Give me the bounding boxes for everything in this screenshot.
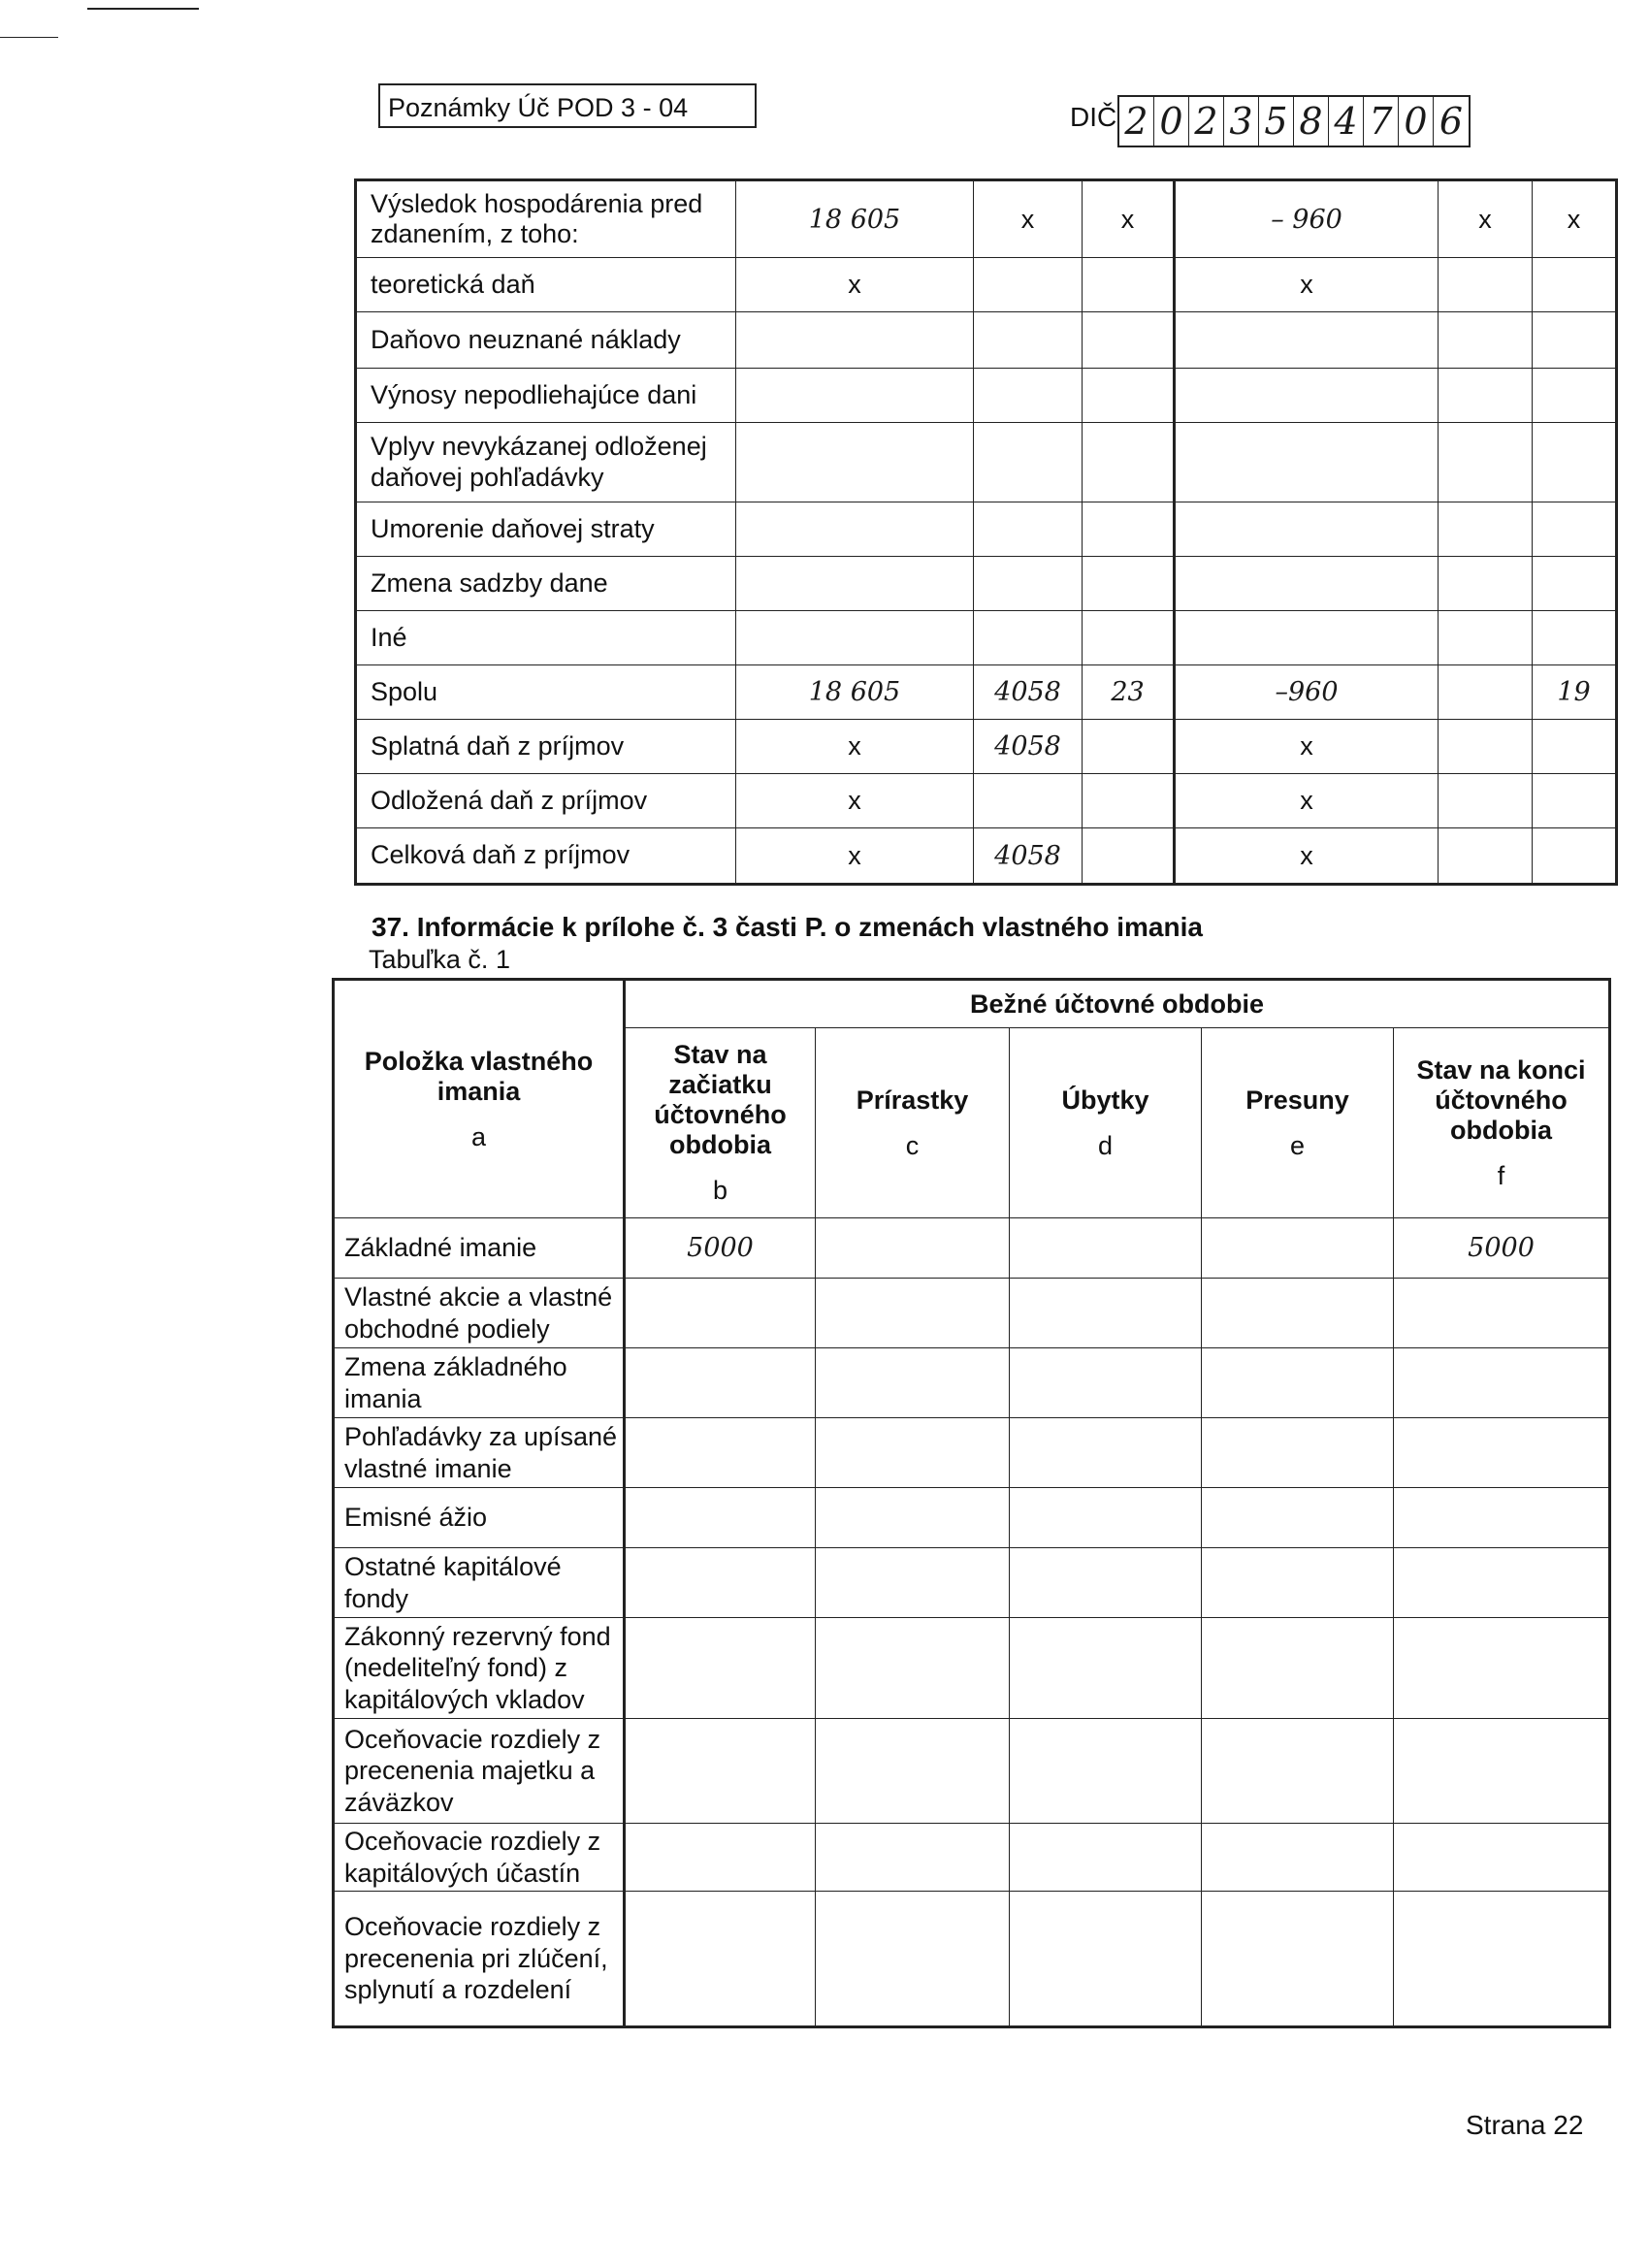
table-cell: [1010, 1488, 1202, 1548]
table-row: [356, 720, 1617, 774]
dic-digit: 8: [1294, 97, 1329, 146]
table-cell: 18 605: [736, 180, 974, 258]
table-cell: 4058: [974, 720, 1083, 774]
table-cell: [974, 369, 1083, 423]
col-letter: b: [712, 1176, 728, 1205]
table-row: [356, 369, 1617, 423]
table-cell: [625, 1824, 816, 1892]
table-cell: x: [1083, 180, 1175, 258]
table-cell: [1394, 1719, 1610, 1824]
table-cell: [974, 774, 1083, 828]
table-cell: [816, 1348, 1010, 1418]
table-cell: [1175, 312, 1439, 369]
table-cell: [1439, 502, 1533, 557]
table-cell: [1439, 312, 1533, 369]
dic-digit: 2: [1119, 97, 1154, 146]
equity-table: [332, 978, 1611, 2028]
table-row: [334, 1348, 1610, 1418]
table-cell: [1083, 258, 1175, 312]
table-cell: [625, 1548, 816, 1618]
table-cell: [736, 312, 974, 369]
table-cell: [816, 1824, 1010, 1892]
table-cell: 4058: [974, 665, 1083, 720]
table-row: [334, 1719, 1610, 1824]
table-cell: x: [974, 180, 1083, 258]
row-label: Oceňovacie rozdiely z precenenia pri zlúčení, splynutí a rozdelení: [334, 1892, 625, 2027]
table-cell: [1394, 1348, 1610, 1418]
table-cell: [1010, 1618, 1202, 1719]
table-cell: [1202, 1892, 1394, 2027]
row-label: Iné: [356, 611, 736, 665]
table-cell: [736, 423, 974, 502]
table-cell: [1083, 423, 1175, 502]
table-row: [356, 502, 1617, 557]
dic-digit: 0: [1154, 97, 1189, 146]
col-letter: f: [1497, 1160, 1505, 1190]
table-cell: 5000: [1394, 1218, 1610, 1279]
table-cell: [736, 369, 974, 423]
table-row: [334, 1418, 1610, 1488]
col-header-label: Stav na začiatku účtovného obdobia: [654, 1040, 787, 1159]
table-cell: [1533, 774, 1617, 828]
table-cell: [1083, 557, 1175, 611]
table-cell: [1010, 1418, 1202, 1488]
row-label: Ostatné kapitálové fondy: [334, 1548, 625, 1618]
table-cell: [1394, 1418, 1610, 1488]
row-label: Vlastné akcie a vlastné obchodné podiely: [334, 1279, 625, 1348]
table-row: [334, 1218, 1610, 1279]
table-row: [334, 1618, 1610, 1719]
col-letter: e: [1289, 1130, 1306, 1160]
table-cell: 23: [1083, 665, 1175, 720]
table-cell: [816, 1892, 1010, 2027]
table-cell: [1533, 611, 1617, 665]
table-row: [356, 611, 1617, 665]
table-cell: – 960: [1175, 180, 1439, 258]
table-cell: [1439, 828, 1533, 885]
table-cell: [974, 312, 1083, 369]
table-cell: [1010, 1548, 1202, 1618]
table-cell: [1010, 1892, 1202, 2027]
table-row: [356, 557, 1617, 611]
table-row: [334, 1548, 1610, 1618]
row-label: Splatná daň z príjmov: [356, 720, 736, 774]
table-cell: [1202, 1618, 1394, 1719]
row-label: Daňovo neuznané náklady: [356, 312, 736, 369]
row-label: Zákonný rezervný fond (nedeliteľný fond) z kapitálových vkladov: [334, 1618, 625, 1719]
table-cell: [1394, 1824, 1610, 1892]
table-cell: [1083, 502, 1175, 557]
dic-digit: 3: [1224, 97, 1259, 146]
dic-digit: 0: [1399, 97, 1434, 146]
table-cell: 18 605: [736, 665, 974, 720]
table-cell: x: [1175, 720, 1439, 774]
col-letter: d: [1097, 1130, 1114, 1160]
row-label: Umorenie daňovej straty: [356, 502, 736, 557]
table-cell: [1010, 1824, 1202, 1892]
scan-mark: [0, 37, 58, 38]
group-header: Bežné účtovné obdobie: [625, 980, 1610, 1028]
table-cell: [1439, 557, 1533, 611]
table-row: [356, 423, 1617, 502]
table-cell: [974, 423, 1083, 502]
table-cell: [1394, 1618, 1610, 1719]
table-cell: [1202, 1279, 1394, 1348]
row-label: Zmena sadzby dane: [356, 557, 736, 611]
row-label: Výnosy nepodliehajúce dani: [356, 369, 736, 423]
tax-table-body: [356, 180, 1617, 885]
table-cell: [1439, 369, 1533, 423]
row-label: teoretická daň: [356, 258, 736, 312]
table-cell: [816, 1279, 1010, 1348]
table-cell: [1394, 1548, 1610, 1618]
table-cell: [625, 1892, 816, 2027]
col-b-header: [625, 1028, 816, 1218]
table-cell: [1083, 369, 1175, 423]
col-header-label: Stav na konci účtovného obdobia: [1416, 1054, 1586, 1145]
table-cell: [1202, 1218, 1394, 1279]
row-label: Pohľadávky za upísané vlastné imanie: [334, 1418, 625, 1488]
table-cell: [816, 1488, 1010, 1548]
table-cell: [1083, 828, 1175, 885]
col-a-header: [334, 980, 625, 1218]
table-cell: [1533, 258, 1617, 312]
table-cell: [1083, 312, 1175, 369]
table-cell: [1202, 1548, 1394, 1618]
dic-digit: 4: [1329, 97, 1364, 146]
row-label: Odložená daň z príjmov: [356, 774, 736, 828]
row-label: Vplyv nevykázanej odloženej daňovej pohľadávky: [356, 423, 736, 502]
row-label: Základné imanie: [334, 1218, 625, 1279]
col-header-label: Úbytky: [1061, 1085, 1149, 1115]
table-cell: [1010, 1279, 1202, 1348]
table-row: [356, 665, 1617, 720]
table-cell: [816, 1548, 1010, 1618]
row-label: Spolu: [356, 665, 736, 720]
table-cell: [1202, 1824, 1394, 1892]
row-label: Výsledok hospodárenia pred zdanením, z toho:: [356, 180, 736, 258]
table-cell: [974, 557, 1083, 611]
table-row: [356, 774, 1617, 828]
table-cell: [816, 1618, 1010, 1719]
dic-digit: 6: [1439, 100, 1464, 143]
col-d-header: [1010, 1028, 1202, 1218]
table-row: [356, 828, 1617, 885]
table-cell: x: [736, 258, 974, 312]
table-cell: [1202, 1348, 1394, 1418]
row-label: Zmena základného imania: [334, 1348, 625, 1418]
table-cell: [625, 1618, 816, 1719]
table-cell: [1439, 423, 1533, 502]
page-number: Strana 22: [1466, 2110, 1584, 2140]
scan-mark: [87, 8, 199, 10]
table-cell: [1394, 1488, 1610, 1548]
row-label: Oceňovacie rozdiely z precenenia majetku a záväzkov: [334, 1719, 625, 1824]
col-e-header: [1202, 1028, 1394, 1218]
section-title: 37. Informácie k prílohe č. 3 časti P. o zmenách vlastného imania: [372, 912, 1203, 942]
table-cell: [1202, 1488, 1394, 1548]
table-cell: [736, 611, 974, 665]
table-cell: [1533, 369, 1617, 423]
table-row: [334, 1824, 1610, 1892]
table-cell: [816, 1218, 1010, 1279]
table-cell: [625, 1719, 816, 1824]
table-cell: [1533, 720, 1617, 774]
table-cell: x: [1439, 180, 1533, 258]
table-cell: [1439, 665, 1533, 720]
col-a-letter: a: [470, 1121, 487, 1151]
table-cell: [1439, 611, 1533, 665]
table-cell: [1533, 828, 1617, 885]
table-cell: [1439, 774, 1533, 828]
row-label: Oceňovacie rozdiely z kapitálových účastín: [334, 1824, 625, 1892]
table-cell: [1083, 611, 1175, 665]
table-cell: [1394, 1892, 1610, 2027]
dic-digit: 7: [1364, 97, 1399, 146]
table-cell: –960: [1175, 665, 1439, 720]
table-cell: 4058: [974, 828, 1083, 885]
table-cell: x: [1533, 180, 1617, 258]
table-cell: x: [736, 828, 974, 885]
table-cell: [974, 611, 1083, 665]
table-cell: [1175, 423, 1439, 502]
dic-field: [1117, 95, 1471, 147]
dic-label: DIČ: [1070, 102, 1117, 132]
table-cell: [1533, 312, 1617, 369]
table-cell: [1083, 774, 1175, 828]
tax-table: [354, 178, 1618, 886]
table-cell: [1202, 1418, 1394, 1488]
table-cell: [1394, 1279, 1610, 1348]
col-c-header: [816, 1028, 1010, 1218]
form-code: Poznámky Úč POD 3 - 04: [378, 83, 757, 128]
dic-digit: 2: [1189, 97, 1224, 146]
col-letter: c: [905, 1130, 920, 1160]
table-cell: x: [736, 720, 974, 774]
table-row: [356, 312, 1617, 369]
table-cell: [974, 502, 1083, 557]
table-cell: [1010, 1218, 1202, 1279]
table-cell: [625, 1418, 816, 1488]
col-header-label: Prírastky: [856, 1085, 969, 1115]
table-cell: [1010, 1719, 1202, 1824]
table-cell: [1083, 720, 1175, 774]
table-cell: [1175, 611, 1439, 665]
col-f-header: [1394, 1028, 1610, 1218]
table-cell: [1439, 720, 1533, 774]
table-cell: x: [736, 774, 974, 828]
dic-digit: 5: [1259, 97, 1294, 146]
table-cell: [1533, 423, 1617, 502]
table-cell: [625, 1488, 816, 1548]
table-cell: [1175, 557, 1439, 611]
table-cell: [1010, 1348, 1202, 1418]
table-row: [334, 1488, 1610, 1548]
equity-table-body: [334, 1218, 1610, 2027]
table-cell: x: [1175, 774, 1439, 828]
table-row: [334, 1892, 1610, 2027]
table-cell: 19: [1533, 665, 1617, 720]
table-row: [356, 258, 1617, 312]
table-cell: [1202, 1719, 1394, 1824]
table-cell: x: [1175, 258, 1439, 312]
table-row: [334, 1279, 1610, 1348]
table-row: [356, 180, 1617, 258]
table-cell: [625, 1279, 816, 1348]
table-cell: [816, 1418, 1010, 1488]
table-cell: [1439, 258, 1533, 312]
row-label: Celková daň z príjmov: [356, 828, 736, 885]
table-cell: [1533, 557, 1617, 611]
table-cell: [736, 502, 974, 557]
table-cell: 5000: [625, 1218, 816, 1279]
table-cell: [1175, 502, 1439, 557]
table-cell: [1533, 502, 1617, 557]
col-header-label: Presuny: [1245, 1085, 1349, 1115]
col-a-header-label: Položka vlastného imania: [364, 1046, 594, 1106]
table-cell: [1175, 369, 1439, 423]
table-cell: [974, 258, 1083, 312]
table-label: Tabuľka č. 1: [369, 945, 510, 974]
table-cell: [736, 557, 974, 611]
row-label: Emisné ážio: [334, 1488, 625, 1548]
table-cell: x: [1175, 828, 1439, 885]
table-cell: [816, 1719, 1010, 1824]
table-cell: [625, 1348, 816, 1418]
